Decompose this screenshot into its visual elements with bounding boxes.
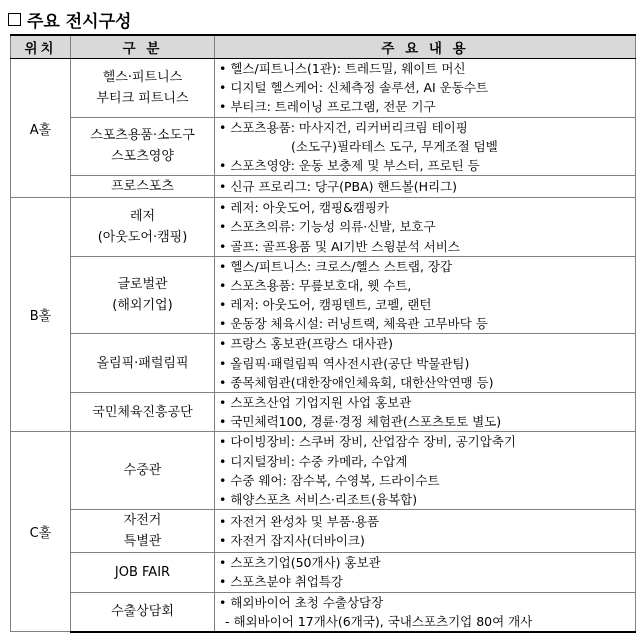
category-cell — [71, 432, 215, 510]
table-row — [11, 432, 636, 510]
content-cell — [215, 334, 636, 393]
content-item: • 다이빙장비: 스쿠버 장비, 산업잠수 장비, 공기압축기 — [219, 434, 516, 450]
table-header-row — [11, 35, 636, 59]
category-cell — [71, 393, 215, 432]
content-item: • 부티크: 트레이닝 프로그램, 전문 기구 — [219, 99, 436, 115]
category-label: 자전거 — [123, 513, 162, 529]
category-cell — [71, 553, 215, 592]
content-item: • 해외바이어 초청 수출상담장 — [219, 594, 384, 610]
content-item: • 수중 웨어: 잠수복, 수영복, 드라이수트 — [219, 472, 440, 488]
category-label: (아웃도어·캠핑) — [97, 229, 188, 245]
hall-name: B홀 — [11, 198, 71, 432]
content-item: - 해외바이어 17개사(6개국), 국내스포츠기업 80여 개사 — [225, 613, 533, 629]
table-row — [11, 176, 636, 198]
content-item: • 스포츠의류: 기능성 의류·신발, 보호구 — [219, 219, 436, 235]
table-row — [11, 393, 636, 432]
category-label: JOB FAIR — [114, 564, 171, 580]
content-cell — [215, 198, 636, 257]
content-item: • 스포츠산업 기업지원 사업 홍보관 — [219, 395, 412, 410]
content-item: • 스포츠기업(50개사) 홍보관 — [219, 555, 381, 571]
content-cell — [215, 592, 636, 632]
category-label: 부티크 피트니스 — [96, 90, 189, 106]
table-row — [11, 510, 636, 553]
content-cell — [215, 59, 636, 118]
table-row — [11, 117, 636, 176]
category-label: 수중관 — [123, 463, 162, 479]
content-cell — [215, 176, 636, 198]
category-cell — [71, 59, 215, 118]
category-label: 프로스포츠 — [111, 179, 174, 195]
category-label: 헬스·피트니스 — [102, 69, 183, 85]
category-cell — [71, 592, 215, 632]
content-item: • 디지털 헬스케어: 신체측정 솔루션, AI 운동수트 — [219, 80, 488, 96]
content-cell — [215, 117, 636, 176]
table-row — [11, 592, 636, 632]
category-label: 글로벌관 — [117, 277, 168, 293]
category-label: 레저 — [129, 208, 156, 224]
content-item: • 레저: 아웃도어, 캠핑텐트, 코펠, 랜턴 — [219, 297, 432, 313]
content-item: • 운동장 체육시설: 러닝트랙, 체육관 고무바닥 등 — [219, 316, 488, 332]
table-row — [11, 256, 636, 334]
hall-name: A홀 — [11, 59, 71, 198]
category-label: (해외기업) — [112, 298, 173, 314]
table-row — [11, 59, 636, 118]
content-cell — [215, 432, 636, 510]
content-item: (소도구)필라테스 도구, 무게조절 덤벨 — [291, 138, 498, 154]
header-content: 주 요 내 용 — [215, 35, 636, 59]
exhibition-table — [10, 34, 636, 633]
content-item: • 디지털장비: 수중 카메라, 수압계 — [219, 453, 408, 469]
content-item: • 국민체력100, 경륜·경정 체험관(스포츠토토 별도) — [219, 414, 502, 430]
category-label: 스포츠용품·소도구 — [90, 128, 195, 144]
content-item: • 스포츠용품: 마사지건, 리커버리크림 테이핑 — [219, 119, 468, 135]
content-item: • 해양스포츠 서비스·리조트(융복합) — [219, 491, 418, 507]
content-cell — [215, 393, 636, 432]
content-item: • 헬스/피트니스(1관): 트레드밀, 웨이트 머신 — [219, 61, 466, 76]
content-item: • 스포츠영양: 운동 보충제 및 부스터, 프로틴 등 — [219, 157, 480, 173]
content-item: • 헬스/피트니스: 크로스/헬스 스트랩, 장갑 — [219, 258, 453, 274]
content-item: • 골프: 골프용품 및 AI기반 스윙분석 서비스 — [219, 238, 460, 254]
content-cell — [215, 553, 636, 592]
category-label: 스포츠영양 — [111, 149, 174, 165]
category-label: 올림픽·패럴림픽 — [96, 355, 189, 371]
content-item: • 자전거 완성차 및 부품·용품 — [219, 513, 380, 529]
header-position: 위치 — [11, 35, 71, 59]
content-cell — [215, 256, 636, 334]
category-cell — [71, 176, 215, 198]
category-label: 수출상담회 — [111, 604, 174, 620]
section-title-text: 주요 전시구성 — [27, 11, 132, 32]
category-cell — [71, 256, 215, 334]
content-item: • 스포츠용품: 무릎보호대, 웻 수트, — [219, 277, 412, 293]
category-cell — [71, 198, 215, 257]
content-item: • 레저: 아웃도어, 캠핑&캠핑카 — [219, 200, 390, 216]
header-category: 구 분 — [71, 35, 215, 59]
table-row — [11, 198, 636, 257]
content-item: • 자전거 잡지사(더바이크) — [219, 533, 365, 549]
category-cell — [71, 117, 215, 176]
table-row — [11, 334, 636, 393]
content-item: • 프랑스 홍보관(프랑스 대사관) — [219, 336, 393, 352]
content-item: • 스포츠분야 취업특강 — [219, 574, 343, 590]
content-item: • 올림픽·패럴림픽 역사전시관(공단 박물관팀) — [219, 355, 470, 371]
category-label: 특별관 — [123, 534, 162, 550]
hall-name: C홀 — [11, 432, 71, 632]
content-item: • 종목체험관(대한장애인체육회, 대한산악연맹 등) — [219, 374, 494, 390]
table-body — [11, 59, 636, 632]
category-cell — [71, 510, 215, 553]
content-cell — [215, 510, 636, 553]
checkbox-square-icon — [8, 13, 21, 26]
section-title — [8, 6, 131, 32]
category-cell — [71, 334, 215, 393]
content-item: • 신규 프로리그: 당구(PBA) 핸드볼(H리그) — [219, 179, 458, 195]
category-label: 국민체육진흥공단 — [92, 404, 193, 420]
table-row — [11, 553, 636, 592]
